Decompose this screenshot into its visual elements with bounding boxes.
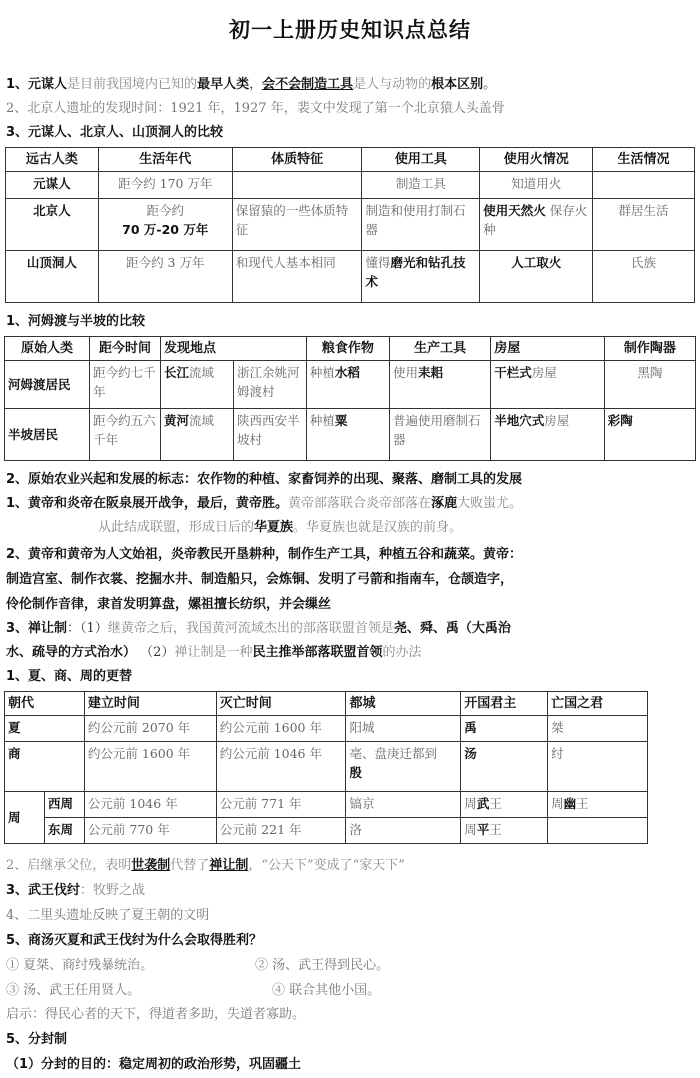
table-header-cell: 生产工具: [389, 337, 490, 361]
text-run: 周: [464, 796, 477, 811]
muye-line: [6, 881, 696, 900]
table-header-cell: 粮食作物: [306, 337, 389, 361]
table-header-row: [5, 692, 648, 716]
text-run: 黄河: [164, 413, 190, 428]
table-cell: 西周: [44, 792, 84, 818]
table-cell: 约公元前 2070 年: [84, 716, 216, 742]
table-header-cell: 灭亡时间: [216, 692, 346, 716]
table-row: [5, 716, 648, 742]
text-run: 王: [576, 796, 589, 811]
table-cell: 半坡居民: [5, 409, 90, 461]
fengjian-purpose-line: （1）分封的目的：稳定周初的政治形势，巩固疆土: [6, 1057, 302, 1072]
text-run: 平: [476, 822, 490, 837]
ancestors-line: 2、黄帝和黄帝为人文始祖，炎帝教民开垦耕种，制作生产工具，种植五谷和蔬菜。黄帝：: [6, 547, 523, 562]
text-run: 3、武王伐纣: [6, 883, 81, 898]
table-row: [5, 409, 696, 461]
table-cell: [389, 361, 490, 409]
table-row: [5, 792, 648, 818]
table-cell: 制造和使用打制石器: [362, 199, 480, 251]
text-run: 武: [476, 796, 490, 811]
text-run: 尧、舜、禹（大禹治: [393, 621, 511, 636]
hereditary-line: [6, 856, 696, 875]
text-run: 流域: [189, 413, 215, 428]
huangdi-war-line: [6, 494, 696, 513]
table-cell: 洛: [346, 818, 461, 844]
text-run: 长江: [164, 365, 190, 380]
neolithic-table: [4, 336, 696, 461]
table-cell: 纣: [548, 742, 648, 792]
text-run: 2、启继承父位，表明: [6, 858, 132, 873]
table-cell: [232, 172, 362, 199]
table-row: [5, 742, 648, 792]
table-header-cell: 亡国之君: [548, 692, 648, 716]
table-cell: 北京人: [6, 199, 99, 251]
text-run: 华夏族: [254, 520, 294, 535]
text-run: 距今约: [146, 203, 185, 218]
reason-1: ① 夏桀、商纣残暴统治。: [6, 958, 154, 973]
text-run: 1、黄帝和炎帝在阪泉展开战争，最后，黄帝胜。: [6, 496, 289, 511]
table-header-cell: 使用工具: [362, 148, 480, 172]
page-title: 初一上册历史知识点总结: [229, 18, 471, 42]
huaxia-line: [98, 518, 688, 537]
table-cell: 氏族: [593, 251, 695, 303]
text-run: 房屋: [531, 365, 557, 380]
peking-discovery-line: 2、北京人遗址的发现时间：1921 年，1927 年，裴文中发现了第一个北京猿人头盖骨: [6, 101, 505, 116]
table-header-cell: 体质特征: [232, 148, 362, 172]
table-header-row: [5, 337, 696, 361]
text-run: （2）: [140, 645, 175, 660]
table-cell: [98, 199, 232, 251]
reason-2: ② 汤、武王得到民心。: [255, 958, 390, 973]
table-cell: 彩陶: [604, 409, 695, 461]
table-cell: 阳城: [346, 716, 461, 742]
text-run: 幽: [563, 796, 577, 811]
table-header-cell: 朝代: [5, 692, 85, 716]
table-cell: 人工取火: [480, 251, 593, 303]
table-cell: 陕西西安半坡村: [233, 409, 306, 461]
table-cell: [461, 792, 548, 818]
table-header-cell: 原始人类: [5, 337, 90, 361]
table-cell: [161, 361, 234, 409]
table-cell: 制造工具: [362, 172, 480, 199]
table-cell: [491, 409, 604, 461]
table-cell: 河姆渡居民: [5, 361, 90, 409]
text-run: 水稻: [334, 365, 360, 380]
text-run: 懂得: [365, 255, 391, 270]
table-header-cell: 房屋: [491, 337, 604, 361]
table-header-row: [6, 148, 695, 172]
table-cell: 禹: [461, 716, 548, 742]
text-run: 继黄帝之后，我国黄河流域杰出的部落联盟首领是: [107, 621, 394, 636]
text-run: 最早人类: [197, 77, 250, 92]
question-line: 5、商汤灭夏和武王伐纣为什么会取得胜利？: [6, 933, 263, 948]
text-run: 民主推举部落联盟首领: [252, 645, 383, 660]
table-cell: 距今约七千年: [90, 361, 161, 409]
erlitou-line: 4、二里头遗址反映了夏王朝的文明: [6, 908, 210, 923]
text-run: 涿鹿: [431, 496, 458, 511]
table-header-cell: 制作陶器: [604, 337, 695, 361]
table-cell: 周: [5, 792, 45, 844]
table-cell: 群居生活: [593, 199, 695, 251]
text-run: 周: [464, 822, 477, 837]
table-cell: [480, 199, 593, 251]
table-row: [6, 251, 695, 303]
text-run: 王: [489, 822, 502, 837]
abdication-line-2: [6, 643, 696, 662]
section-heading: 3、元谋人、北京人、山顶洞人的比较: [6, 125, 224, 140]
table-cell: 普遍使用磨制石器: [389, 409, 490, 461]
table-cell: 公元前 1046 年: [84, 792, 216, 818]
text-run: ，: [249, 77, 263, 92]
text-run: 使用: [392, 365, 418, 380]
table-header-cell: 远古人类: [6, 148, 99, 172]
table-cell: [346, 742, 461, 792]
abdication-line: [6, 619, 696, 638]
table-cell: 浙江余姚河姆渡村: [233, 361, 306, 409]
text-run: 磨光和钻孔技术: [365, 255, 466, 289]
table-cell: 约公元前 1600 年: [84, 742, 216, 792]
table-header-cell: 都城: [346, 692, 461, 716]
text-run: 。华夏族也就是汉族的前身。: [293, 520, 463, 535]
agriculture-line: 2、原始农业兴起和发展的标志：农作物的种植、家畜饲养的出现、聚落、磨制工具的发展: [6, 472, 523, 487]
table-cell: 镐京: [346, 792, 461, 818]
text-run: 的办法: [382, 645, 422, 660]
table-cell: 桀: [548, 716, 648, 742]
yuanmou-line: [6, 75, 696, 94]
table-cell: 和现代人基本相同: [232, 251, 362, 303]
table-header-cell: 使用火情况: [480, 148, 593, 172]
text-run: 。: [483, 77, 497, 92]
table-cell: 公元前 221 年: [216, 818, 346, 844]
table-cell: [362, 251, 480, 303]
text-run: 是目前我国境内已知的: [67, 77, 198, 92]
table-cell: 东周: [44, 818, 84, 844]
inventions-line-2: 伶伦制作音律，隶首发明算盘，嫘祖擅长纺织，并会缫丝: [6, 597, 332, 612]
text-run: 干栏式: [494, 365, 532, 380]
text-run: 半地穴式: [494, 413, 545, 428]
text-run: 3、禅让制: [6, 621, 68, 636]
table-cell: [161, 409, 234, 461]
table-cell: 山顶洞人: [6, 251, 99, 303]
section-heading: 1、夏、商、周的更替: [6, 669, 133, 684]
text-run: 房屋: [544, 413, 570, 428]
text-run: 代替了: [170, 858, 210, 873]
text-run: 种植: [309, 413, 335, 428]
table-cell: 知道用火: [480, 172, 593, 199]
table-row: [5, 361, 696, 409]
reason-3: ③ 汤、武王任用贤人。: [6, 983, 141, 998]
table-cell: 距今约 3 万年: [98, 251, 232, 303]
table-row: [6, 172, 695, 199]
table-cell: 商: [5, 742, 85, 792]
table-header-cell: 生活年代: [98, 148, 232, 172]
table-header-cell: 距今时间: [90, 337, 161, 361]
table-cell: 距今约五六千年: [90, 409, 161, 461]
text-run: 王: [489, 796, 502, 811]
table-row: [5, 818, 648, 844]
table-cell: 距今约 170 万年: [98, 172, 232, 199]
text-run: 禅让制是一种: [174, 645, 253, 660]
table-row: [6, 199, 695, 251]
table-header-cell: 生活情况: [593, 148, 695, 172]
section-heading: 1、河姆渡与半坡的比较: [6, 314, 146, 329]
text-run: 黄帝部落联合炎帝部落在: [288, 496, 432, 511]
table-cell: 保留猿的一些体质特征: [232, 199, 362, 251]
text-run: 保存火种: [483, 203, 588, 237]
text-run: ，“公天下”变成了“家天下”: [248, 858, 405, 873]
table-cell: 黑陶: [604, 361, 695, 409]
table-cell: 公元前 771 年: [216, 792, 346, 818]
table-header-cell: 建立时间: [84, 692, 216, 716]
text-run: 禅让制: [209, 858, 249, 873]
text-run: 会不会制造工具: [262, 77, 354, 92]
text-run: 粟: [334, 413, 348, 428]
text-run: 大败蚩尤。: [457, 496, 523, 511]
early-humans-table: [5, 147, 695, 303]
text-run: 种植: [309, 365, 335, 380]
text-run: 周: [551, 796, 564, 811]
text-run: 使用天然火: [483, 203, 546, 218]
text-run: 流域: [189, 365, 215, 380]
text-run: 从此结成联盟，形成日后的: [98, 520, 255, 535]
text-run: 1、元谋人: [6, 77, 68, 92]
table-cell: 夏: [5, 716, 85, 742]
text-run: ：（1）: [67, 621, 108, 636]
table-cell: 汤: [461, 742, 548, 792]
table-cell: [461, 818, 548, 844]
table-cell: [548, 792, 648, 818]
table-cell: [491, 361, 604, 409]
inventions-line: 制造宫室、制作衣裳、挖掘水井、制造船只，会炼铜、发明了弓箭和指南车，仓颉造字，: [6, 572, 514, 587]
text-run: 根本区别: [431, 77, 484, 92]
text-run: 水、疏导的方式治水）: [6, 645, 137, 660]
section-heading: 5、分封制: [6, 1032, 68, 1047]
table-cell: [306, 409, 389, 461]
reason-4: ④ 联合其他小国。: [272, 983, 381, 998]
lesson-line: 启示：得民心者的天下，得道者多助，失道者寡助。: [6, 1007, 306, 1022]
text-run: 世袭制: [131, 858, 171, 873]
text-run: 亳、盘庚迁都到: [349, 746, 437, 761]
table-cell: 约公元前 1600 年: [216, 716, 346, 742]
text-run: 70 万-20 万年: [122, 222, 209, 237]
table-cell: [306, 361, 389, 409]
table-cell: 元谋人: [6, 172, 99, 199]
table-cell: [593, 172, 695, 199]
table-cell: 公元前 770 年: [84, 818, 216, 844]
table-header-cell: 开国君主: [461, 692, 548, 716]
table-cell: 约公元前 1046 年: [216, 742, 346, 792]
text-run: 是人与动物的: [353, 77, 432, 92]
text-run: 殷: [349, 765, 362, 780]
text-run: 耒耜: [417, 365, 443, 380]
dynasties-table: [4, 691, 648, 844]
table-header-cell: 发现地点: [161, 337, 307, 361]
text-run: ：牧野之战: [80, 883, 146, 898]
table-cell: [548, 818, 648, 844]
